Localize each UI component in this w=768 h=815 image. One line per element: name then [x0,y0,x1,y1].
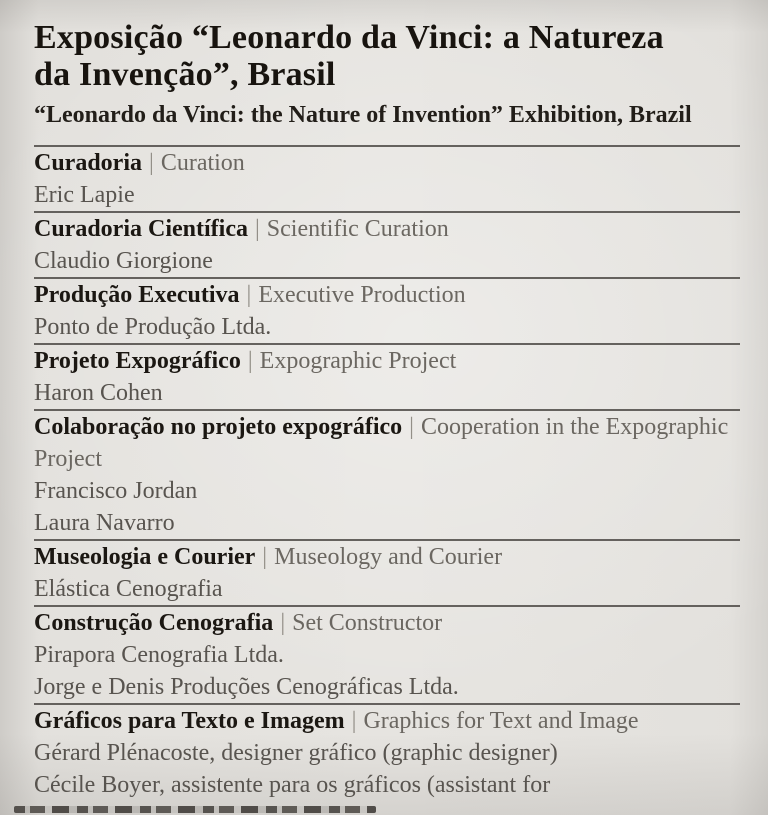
label-english: Scientific Curation [266,216,449,242]
section-label [34,147,740,179]
section-executive-production [34,279,740,343]
section-graphics [34,705,740,801]
section-set-construction [34,607,740,703]
divider [34,409,740,411]
credit-name: Eric Lapie [34,182,135,208]
title-line-2: da Invenção”, Brasil [34,56,336,93]
label-english: Curation [160,150,245,176]
section-curation [34,147,740,211]
label-english: Executive Production [258,282,466,308]
title-line-1: Exposição “Leonardo da Vinci: a Natureza [34,19,664,56]
pipe-separator: | [247,348,253,374]
label-english: Museology and Courier [274,544,503,570]
section-expographic-project [34,345,740,409]
divider [34,605,740,607]
label-portuguese: Produção Executiva [34,282,240,308]
label-english: Set Constructor [292,610,443,636]
label-portuguese: Museologia e Courier [34,544,256,570]
pipe-separator: | [409,414,414,440]
cutoff-text-line [14,806,376,813]
credit-name: Gérard Plénacoste, designer gráfico (graphic designer) [34,740,558,766]
pipe-separator: | [262,544,268,570]
label-portuguese: Curadoria Científica [34,216,248,242]
credit-name: Cécile Boyer, assistente para os gráficos (assistant for [34,772,551,798]
section-scientific-curation [34,213,740,277]
credit-name: Pirapora Cenografia Ltda. [34,642,284,668]
divider [34,145,740,147]
credit-name: Claudio Giorgione [34,248,213,274]
page-subtitle: “Leonardo da Vinci: the Nature of Invention” Exhibition, Brazil [34,102,692,128]
section-label [34,411,740,475]
credit-name: Elástica Cenografia [34,576,223,602]
divider [34,343,740,345]
divider [34,539,740,541]
label-english: Cooperation in the Expographic Project [34,414,729,472]
label-portuguese: Colaboração no projeto expográfico [34,414,403,440]
label-portuguese: Gráficos para Texto e Imagem [34,708,345,734]
label-english: Graphics for Text and Image [363,708,639,734]
section-label [34,345,740,377]
credit-name: Haron Cohen [34,380,163,406]
section-label [34,279,740,311]
section-label [34,607,740,639]
pipe-separator: | [254,216,260,242]
pipe-separator: | [246,282,252,308]
divider [34,703,740,705]
section-label [34,541,740,573]
section-expographic-cooperation [34,411,740,539]
section-label [34,705,740,737]
label-english: Expographic Project [259,348,457,374]
credit-name: Laura Navarro [34,510,175,536]
section-label [34,213,740,245]
pipe-separator: | [149,150,154,176]
page-title [34,19,740,93]
credit-name: Francisco Jordan [34,478,198,504]
label-portuguese: Projeto Expográfico [34,348,241,374]
credit-name: Jorge e Denis Produções Cenográficas Ltda. [34,674,459,700]
pipe-separator: | [351,708,357,734]
divider [34,277,740,279]
label-portuguese: Curadoria [34,150,142,176]
section-museology-courier [34,541,740,605]
label-portuguese: Construção Cenografia [34,610,274,636]
divider [34,211,740,213]
pipe-separator: | [280,610,286,636]
credit-name: Ponto de Produção Ltda. [34,314,272,340]
